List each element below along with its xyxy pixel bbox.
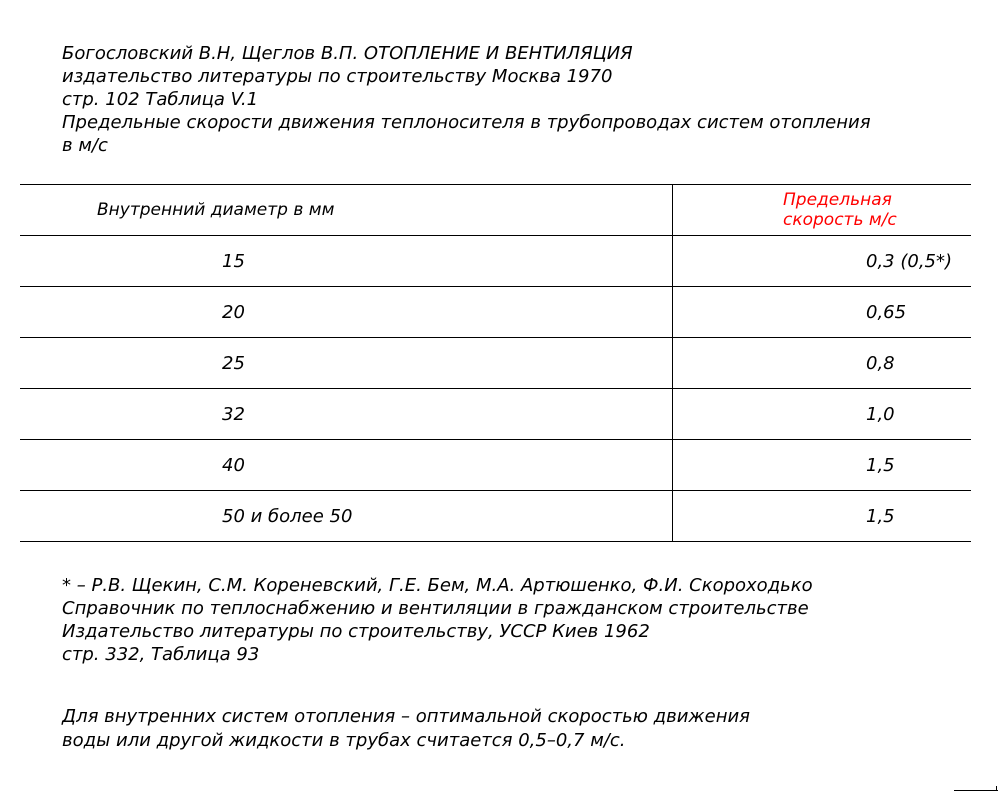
table-header-row xyxy=(20,185,971,236)
velocity-table xyxy=(20,184,971,542)
cell-diameter: 15 xyxy=(20,236,673,287)
table-row xyxy=(20,338,971,389)
document-header xyxy=(62,42,972,157)
corner-mark xyxy=(954,790,998,791)
cell-velocity: 1,5 xyxy=(673,491,972,542)
cell-diameter: 32 xyxy=(20,389,673,440)
table-row xyxy=(20,389,971,440)
cell-diameter: 25 xyxy=(20,338,673,389)
cell-diameter: 50 и более 50 xyxy=(20,491,673,542)
header-line-title: Предельные скорости движения теплоносителя в трубопроводах систем отопления xyxy=(62,112,871,133)
cell-velocity: 0,8 xyxy=(673,338,972,389)
corner-tick xyxy=(996,786,997,790)
cell-velocity: 1,5 xyxy=(673,440,972,491)
header-line-units: в м/с xyxy=(62,135,108,156)
column-header-velocity: Предельная скорость м/с xyxy=(673,185,972,236)
header-line-publisher: издательство литературы по строительству Москва 1970 xyxy=(62,66,613,87)
footnote-line-publisher: Издательство литературы по строительству, УССР Киев 1962 xyxy=(62,621,650,642)
footnote-line-page-ref: стр. 332, Таблица 93 xyxy=(62,644,260,665)
note-line-2: воды или другой жидкости в трубах считается 0,5–0,7 м/с. xyxy=(62,730,626,751)
footnote-line-title: Справочник по теплоснабжению и вентиляции в гражданском строительстве xyxy=(62,598,809,619)
table-row xyxy=(20,491,971,542)
footnote-line-authors: * – Р.В. Щекин, С.М. Кореневский, Г.Е. Бем, М.А. Артюшенко, Ф.И. Скороходько xyxy=(62,575,813,596)
cell-velocity: 1,0 xyxy=(673,389,972,440)
cell-diameter: 40 xyxy=(20,440,673,491)
note-line-1: Для внутренних систем отопления – оптимальной скоростью движения xyxy=(62,706,750,727)
table-row xyxy=(20,440,971,491)
cell-diameter: 20 xyxy=(20,287,673,338)
table-row xyxy=(20,236,971,287)
header-line-page-ref: стр. 102 Таблица V.1 xyxy=(62,89,259,110)
header-line-authors: Богословский В.Н, Щеглов В.П. ОТОПЛЕНИЕ И ВЕНТИЛЯЦИЯ xyxy=(62,43,633,64)
footnote xyxy=(62,574,972,666)
cell-velocity: 0,65 xyxy=(673,287,972,338)
column-header-diameter: Внутренний диаметр в мм xyxy=(20,185,673,236)
table-row xyxy=(20,287,971,338)
optimal-velocity-note xyxy=(62,705,972,753)
cell-velocity: 0,3 (0,5*) xyxy=(673,236,972,287)
